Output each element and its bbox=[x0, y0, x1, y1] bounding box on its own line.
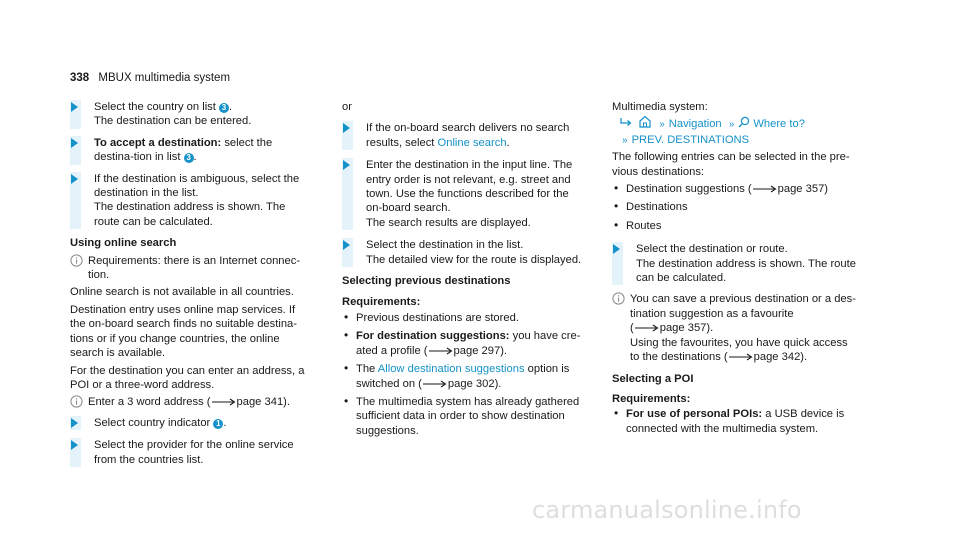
step-arrow-icon bbox=[71, 102, 78, 112]
page-header bbox=[70, 71, 230, 85]
paragraph: Destination entry uses online map services. If the on-board search finds no suitable destina‐tions or if you change countries, the online search is available. bbox=[70, 303, 298, 360]
step-result: The detailed view for the route is displayed. bbox=[366, 253, 582, 266]
step-select-country bbox=[70, 100, 310, 129]
step-arrow-icon bbox=[71, 174, 78, 184]
page-ref-link[interactable]: page 297). bbox=[453, 344, 508, 357]
step-online-search bbox=[342, 121, 582, 150]
requirement-text: The bbox=[356, 363, 378, 376]
step-arrow-icon bbox=[71, 138, 78, 148]
step-text: . bbox=[506, 136, 510, 149]
requirement-bold-label: For destination suggestions: bbox=[356, 330, 510, 343]
step-select-destination-or-route bbox=[612, 242, 860, 285]
step-arrow-icon bbox=[343, 240, 350, 250]
step-text: . bbox=[193, 151, 197, 164]
entry-item: • Destinations bbox=[612, 200, 860, 214]
step-ambiguous-destination bbox=[70, 172, 310, 230]
page-ref-link[interactable]: page 357). bbox=[659, 322, 714, 335]
step-select-provider bbox=[70, 438, 310, 467]
page-ref-arrow-icon bbox=[212, 398, 236, 406]
requirement-item bbox=[342, 329, 582, 358]
entry-item bbox=[612, 182, 860, 196]
watermark: carmanualsonline.info bbox=[532, 496, 802, 524]
return-arrow-icon bbox=[620, 117, 632, 128]
requirement-text: option is switched on ( bbox=[356, 363, 570, 390]
step-text: If the on-board search delivers no search results, select bbox=[366, 122, 570, 149]
page-ref-link[interactable]: page 341). bbox=[236, 396, 290, 409]
page-ref-link[interactable]: page 302). bbox=[447, 377, 502, 390]
page-ref-arrow-icon bbox=[753, 185, 777, 193]
info-note bbox=[612, 292, 860, 364]
note-text: Enter a 3 word address ( bbox=[88, 396, 211, 409]
callout-badge: 3 bbox=[184, 153, 194, 163]
double-chevron-icon: » bbox=[622, 134, 628, 146]
column-1 bbox=[70, 100, 310, 474]
step-text: Select the provider for the online service from the countries list. bbox=[94, 439, 294, 466]
or-text: or bbox=[342, 101, 352, 113]
entry-item: • Routes bbox=[612, 219, 860, 233]
section-heading-online-search: Using online search bbox=[70, 237, 177, 250]
multimedia-system-label: Multimedia system: bbox=[612, 101, 708, 113]
callout-badge: 1 bbox=[213, 419, 223, 429]
step-arrow-icon bbox=[71, 418, 78, 428]
paren-text: ( bbox=[630, 322, 634, 335]
step-result: The destination address is shown. The route can be calculated. bbox=[94, 201, 286, 228]
page-ref-link[interactable]: page 342). bbox=[753, 351, 808, 364]
step-text: Enter the destination in the input line. The entry order is not relevant, e.g. street and town. Use the functions described for the on-board search. bbox=[366, 159, 573, 215]
navigation-path bbox=[612, 115, 860, 132]
step-bold-label: To accept a destination: bbox=[94, 136, 222, 149]
requirement-text: a USB device is connected with the multimedia system. bbox=[626, 408, 845, 435]
page-ref-arrow-icon bbox=[423, 380, 447, 388]
step-text: Select the destination or route. bbox=[636, 243, 788, 256]
callout-badge: 3 bbox=[219, 103, 229, 113]
step-arrow-icon bbox=[343, 160, 350, 170]
step-result: The search results are displayed. bbox=[366, 216, 531, 229]
search-icon[interactable] bbox=[738, 116, 750, 128]
page-ref-arrow-icon bbox=[729, 353, 753, 361]
step-select-destination bbox=[342, 238, 582, 267]
page-ref-arrow-icon bbox=[635, 324, 659, 332]
navigation-path-line-2 bbox=[612, 133, 860, 148]
info-icon bbox=[612, 292, 625, 309]
step-select-country-indicator bbox=[70, 416, 310, 430]
requirement-item: • Previous destinations are stored. bbox=[342, 311, 582, 325]
requirements-heading: Requirements: bbox=[612, 392, 691, 405]
column-3 bbox=[612, 100, 860, 440]
step-text: select the destina‐tion in list bbox=[94, 136, 273, 164]
nav-item-where-to[interactable]: Where to? bbox=[753, 118, 805, 131]
info-icon bbox=[70, 254, 83, 271]
home-icon[interactable] bbox=[638, 115, 652, 128]
paragraph: Online search is not available in all countries. bbox=[70, 286, 294, 299]
note-text: Requirements: there is an Internet connec‐tion. bbox=[88, 254, 301, 282]
page-title: MBUX multimedia system bbox=[98, 72, 231, 84]
step-result: The destination address is shown. The route can be calculated. bbox=[636, 257, 856, 285]
allow-destination-suggestions-option[interactable]: Allow destination suggestions bbox=[377, 363, 525, 376]
info-icon bbox=[70, 395, 83, 412]
step-arrow-icon bbox=[613, 244, 620, 254]
double-chevron-icon: » bbox=[728, 119, 735, 131]
paragraph: For the destination you can enter an address, a POI or a three-word address. bbox=[70, 364, 305, 391]
step-text: Select country indicator bbox=[94, 416, 214, 429]
page-number: 338 bbox=[70, 72, 90, 84]
step-text: . bbox=[229, 101, 233, 113]
step-text: Select the country on list bbox=[94, 101, 219, 113]
requirement-item: • The multimedia system has already gathered sufficient data in order to show destination suggestions. bbox=[342, 395, 582, 438]
info-note bbox=[70, 254, 310, 283]
step-text: Select the destination in the list. bbox=[366, 239, 524, 252]
nav-item-prev-destinations[interactable]: PREV. DESTINATIONS bbox=[631, 133, 750, 146]
step-result: The destination can be entered. bbox=[94, 115, 252, 128]
note-text: Using the favourites, you have quick access to the destinations ( bbox=[630, 336, 848, 364]
requirement-item bbox=[342, 362, 582, 391]
section-heading-previous-destinations: Selecting previous destinations bbox=[342, 275, 511, 288]
section-heading-selecting-poi: Selecting a POI bbox=[612, 372, 694, 385]
nav-item-navigation[interactable]: Navigation bbox=[668, 118, 722, 131]
step-accept-destination bbox=[70, 136, 310, 165]
info-note bbox=[70, 395, 310, 409]
step-text: If the destination is ambiguous, select the destination in the list. bbox=[94, 172, 300, 200]
entry-text: Destination suggestions ( bbox=[626, 183, 752, 196]
online-search-link[interactable]: Online search bbox=[437, 136, 507, 149]
requirements-heading: Requirements: bbox=[342, 296, 421, 309]
column-2 bbox=[342, 100, 582, 442]
double-chevron-icon: » bbox=[659, 119, 665, 131]
step-text: . bbox=[223, 416, 227, 429]
page-ref-arrow-icon bbox=[429, 347, 453, 355]
step-enter-destination bbox=[342, 158, 582, 230]
step-arrow-icon bbox=[71, 440, 78, 450]
page-ref-link[interactable]: page 357) bbox=[777, 183, 829, 196]
requirement-item bbox=[612, 407, 860, 436]
paragraph: The following entries can be selected in the pre‐vious destinations: bbox=[612, 151, 850, 178]
step-arrow-icon bbox=[343, 123, 350, 133]
requirement-text: you have cre‐ated a profile ( bbox=[356, 330, 581, 357]
requirement-bold-label: For use of personal POIs: bbox=[626, 408, 763, 421]
note-text: You can save a previous destination or a des‐tination suggestion as a favourite bbox=[630, 293, 856, 320]
